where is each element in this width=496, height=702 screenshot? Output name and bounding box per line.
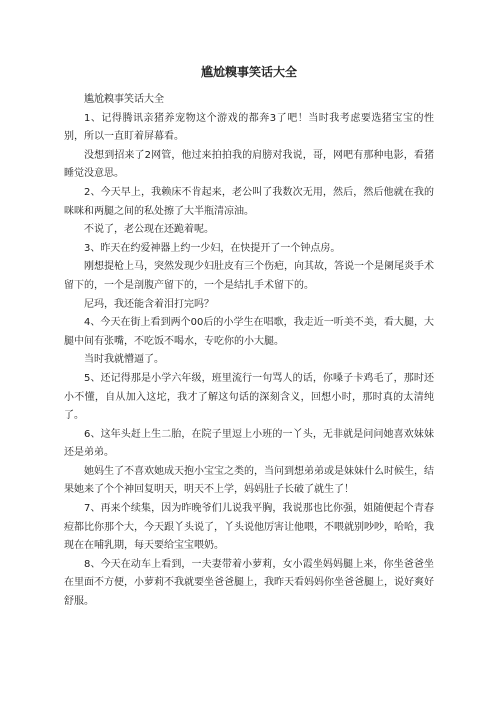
document-subtitle: 尴尬糗事笑话大全 xyxy=(84,94,164,105)
document-body xyxy=(64,110,434,612)
paragraph: 5、还记得那是小学六年级，班里流行一句骂人的话，你嗓子卡鸡毛了，那时还小不懂，自从加入这坨，我才了解这句话的深刻含义，回想小时，那时真的太清纯了。 xyxy=(64,372,434,422)
paragraph: 不说了，老公现在还跪着呢。 xyxy=(84,224,214,236)
paragraph: 她妈生了不喜欢她成天抱小宝宝之类的，当问到想弟弟或是妹妹什么时候生，结果她来了个个神回复明天，明天不上学，妈妈肚子长破了就生了！ xyxy=(64,465,434,496)
document-page xyxy=(64,64,434,612)
paragraph: 2、今天早上，我赖床不肯起来，老公叫了我数次无用，然后，然后他就在我的咪咪和两腿之间的私处擦了大半瓶清凉油。 xyxy=(64,186,434,217)
paragraph: 8、今天在动车上看到，一夫妻带着小萝莉，女小霞坐妈妈腿上来，你坐爸爸坐在里面不方便，小萝莉不我就要坐爸爸腿上，我昨天看妈妈你坐爸爸腿上，说好爽好舒服。 xyxy=(64,558,434,608)
paragraph: 尼玛，我还能含着泪打完吗？ xyxy=(84,298,214,310)
paragraph: 3、昨天在约爱神器上约一少妇，在快提开了一个钟点房。 xyxy=(84,242,341,254)
document-title: 尴尬糗事笑话大全 xyxy=(200,65,297,79)
paragraph: 6、这年头赶上生二胎，在院子里逗上小班的一丫头，无非就是问问她喜欢妹妹还是弟弟。 xyxy=(64,428,434,459)
paragraph: 4、今天在街上看到两个00后的小学生在唱歌，我走近一听美不美，看大腿，大腿中间有张嘴，不吃饭不喝水，专吃你的小大腿。 xyxy=(64,317,434,347)
paragraph: 刚想提枪上马，突然发现少妇肚皮有三个伤疤，向其故，答说一个是阑尾炎手术留下的，一个是剖腹产留下的，一个是结扎手术留下的。 xyxy=(64,261,434,291)
paragraph: 没想到招来了2网管，他过来拍拍我的肩膀对我说，哥，网吧有那种电影，看猪睡觉没意思。 xyxy=(64,149,434,180)
paragraph: 1、记得腾讯亲猪养宠物这个游戏的都奔3了吧！当时我考虑要选猪宝宝的性别，所以一直盯着屏幕看。 xyxy=(64,112,434,143)
paragraph: 7、再来个续集，因为昨晚爷们儿说我平胸，我说那也比你强，姐随便起个青春痘都比你那个大，今天跟丫头说了，丫头说他厉害让他喂，不喂就别吵吵，哈哈，我现在在哺乳期，每天要给宝宝喂奶。 xyxy=(64,503,434,552)
paragraph: 当时我就懵逼了。 xyxy=(84,354,164,366)
